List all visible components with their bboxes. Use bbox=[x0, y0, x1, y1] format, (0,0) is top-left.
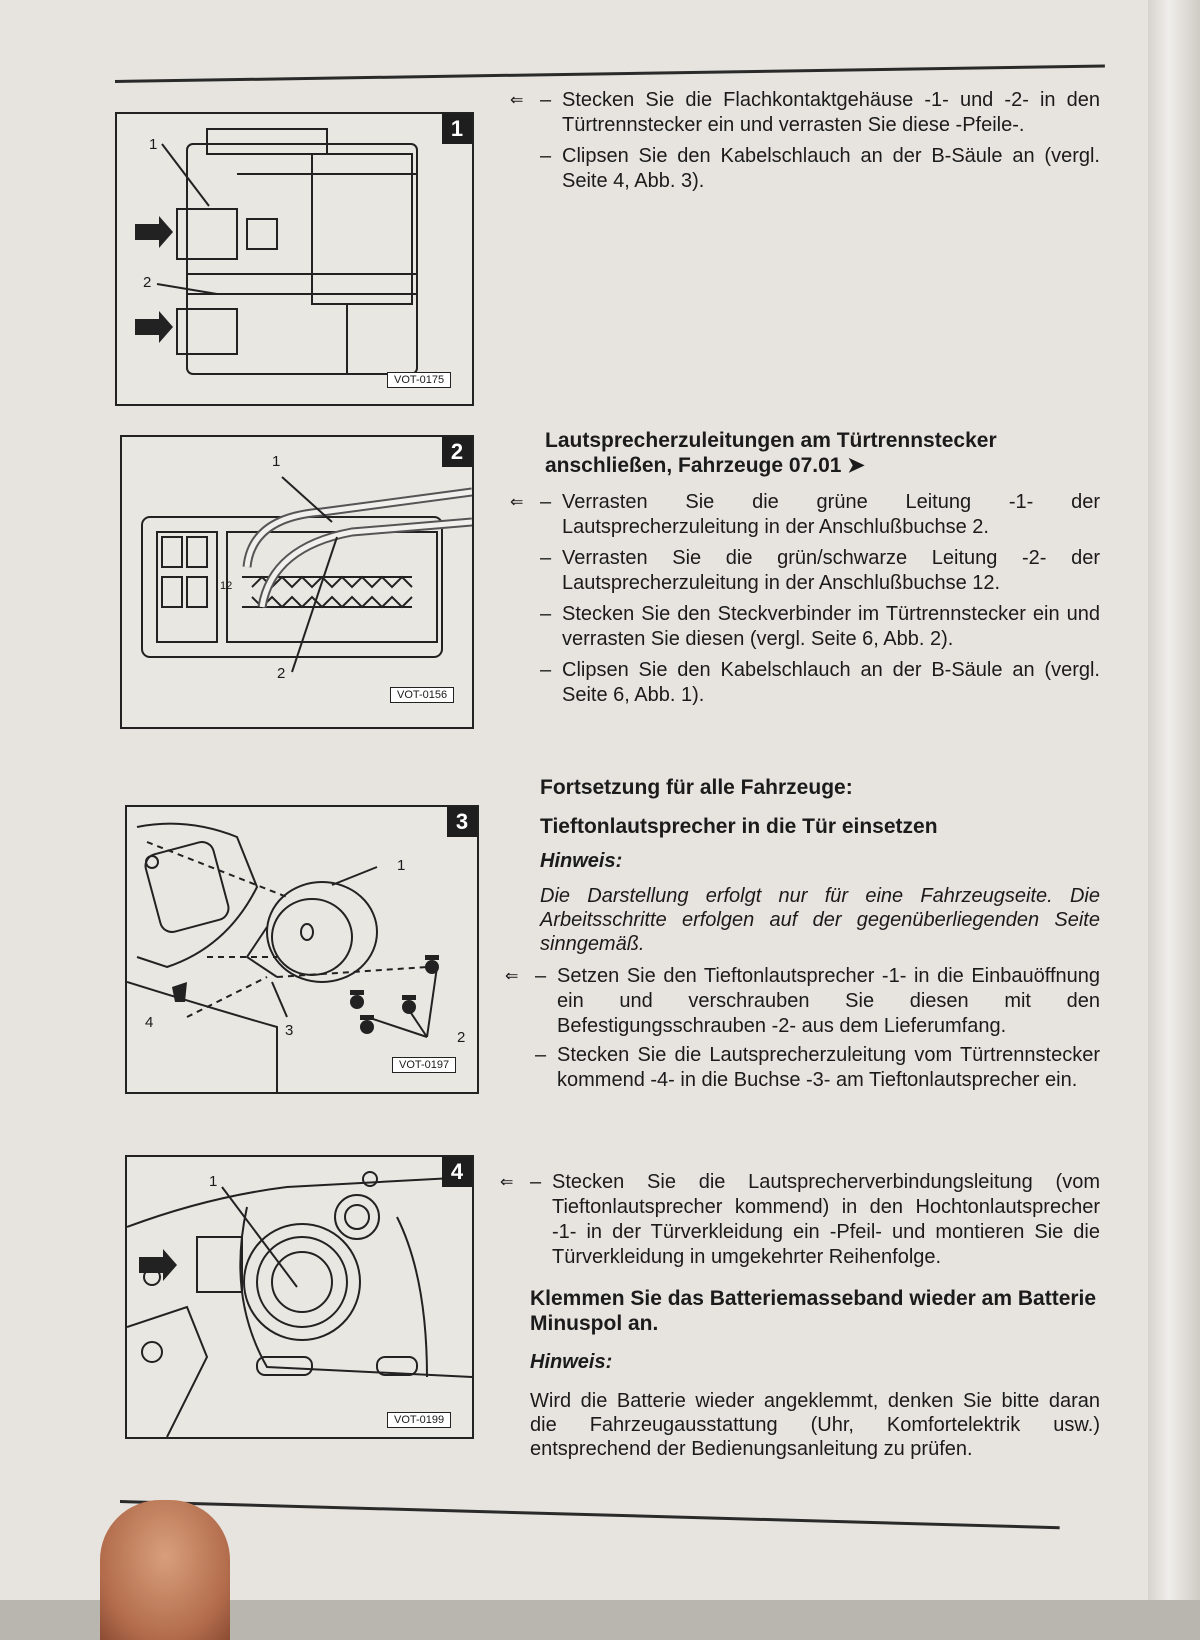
note-text: Die Darstellung erfolgt nur für eine Fahrzeugseite. Die Arbeitsschritte erfolgen auf der gegenüberliegenden Seite sinngemäß. bbox=[540, 885, 1100, 955]
speaker-wire-connector-illustration bbox=[122, 437, 472, 727]
instruction-item bbox=[510, 88, 1100, 138]
instruction-item bbox=[510, 144, 1100, 194]
instruction-text: Stecken Sie den Steckverbinder im Türtrennstecker ein und verrasten Sie diesen (vergl. Seite 6, Abb. 2). bbox=[562, 603, 1100, 650]
figure-code: VOT-0175 bbox=[387, 372, 451, 388]
woofer-mounting-illustration bbox=[127, 807, 477, 1092]
figure-number: 3 bbox=[447, 807, 477, 837]
figure-1 bbox=[115, 112, 474, 406]
dash: – bbox=[540, 603, 552, 625]
dash: – bbox=[540, 89, 552, 111]
figure-ref-arrow-icon: ⇐ bbox=[510, 494, 524, 511]
figure-ref-arrow-icon: ⇐ bbox=[505, 968, 519, 985]
note-label: Hinweis: bbox=[530, 1351, 613, 1373]
callout-1: 1 bbox=[397, 857, 406, 874]
figure-number: 2 bbox=[442, 437, 472, 467]
instruction-text: Stecken Sie die Lautsprecherverbindungsleitung (vom Tieftonlautsprecher kommend) in den Hochtonlautsprecher -1- in der Türverkleidung ein -Pfeil- und montieren Sie die Türverkleidung in umgekehrter Reihenfolge. bbox=[552, 1171, 1100, 1268]
instruction-item bbox=[510, 490, 1100, 540]
figure-code: VOT-0197 bbox=[392, 1057, 456, 1073]
callout-3: 3 bbox=[285, 1022, 294, 1039]
figure-ref-arrow-icon: ⇐ bbox=[510, 92, 524, 109]
instruction-item bbox=[510, 602, 1100, 652]
instruction-item bbox=[500, 1170, 1100, 1270]
dash: – bbox=[540, 491, 552, 513]
instruction-item bbox=[510, 546, 1100, 596]
instruction-text: Clipsen Sie den Kabelschlauch an der B-Säule an (vergl. Seite 4, Abb. 3). bbox=[562, 145, 1100, 192]
figure-code: VOT-0199 bbox=[387, 1412, 451, 1428]
figure-ref-arrow-icon: ⇐ bbox=[500, 1174, 514, 1191]
instruction-item bbox=[505, 964, 1100, 1039]
instruction-text: Clipsen Sie den Kabelschlauch an der B-Säule an (vergl. Seite 6, Abb. 1). bbox=[562, 659, 1100, 706]
instruction-text: Stecken Sie die Lautsprecherzuleitung vom Türtrennstecker kommend -4- in die Buchse -3- am Tieftonlautsprecher ein. bbox=[557, 1044, 1100, 1091]
section-1-text bbox=[510, 88, 1100, 194]
instruction-text: Setzen Sie den Tieftonlautsprecher -1- in die Einbauöffnung ein und verschrauben Sie diesen mit den Befestigungsschrauben -2- aus dem Lieferumfang. bbox=[557, 965, 1100, 1037]
callout-2: 2 bbox=[457, 1029, 466, 1046]
instruction-text: Verrasten Sie die grün/schwarze Leitung -2- der Lautsprecherzuleitung in der Anschlußbuchse 12. bbox=[562, 547, 1100, 594]
page-edge bbox=[1148, 0, 1200, 1600]
section-2-text bbox=[510, 428, 1100, 708]
instruction-item bbox=[505, 1043, 1100, 1093]
bold-instruction: Klemmen Sie das Batteriemasseband wieder am Batterie Minuspol an. bbox=[530, 1287, 1097, 1335]
dash: – bbox=[540, 145, 552, 167]
callout-2: 2 bbox=[277, 665, 286, 682]
note-text: Wird die Batterie wieder angeklemmt, denken Sie bitte daran die Fahrzeugausstattung (Uhr, Komfortelektrik usw.) entsprechend der Bedienungsanleitung zu prüfen. bbox=[530, 1390, 1100, 1460]
figure-3 bbox=[125, 805, 479, 1094]
figure-4 bbox=[125, 1155, 474, 1439]
section-3-text bbox=[505, 775, 1100, 1093]
callout-1: 1 bbox=[149, 136, 158, 153]
instruction-text: Stecken Sie die Flachkontaktgehäuse -1- und -2- in den Türtrennstecker ein und verrasten Sie diese -Pfeile-. bbox=[562, 89, 1100, 136]
callout-2: 2 bbox=[143, 274, 152, 291]
dash: – bbox=[540, 547, 552, 569]
note-label: Hinweis: bbox=[540, 850, 623, 872]
section-heading: Tieftonlautsprecher in die Tür einsetzen bbox=[540, 815, 938, 838]
dash: – bbox=[535, 1044, 547, 1066]
tweeter-door-trim-illustration bbox=[127, 1157, 472, 1437]
callout-12: 12 bbox=[220, 580, 233, 592]
callout-1: 1 bbox=[209, 1173, 218, 1190]
figure-number: 4 bbox=[442, 1157, 472, 1187]
connector-housing-illustration bbox=[117, 114, 472, 404]
thumb-holding-page bbox=[100, 1500, 230, 1640]
dash: – bbox=[530, 1171, 542, 1193]
instruction-text: Verrasten Sie die grüne Leitung -1- der Lautsprecherzuleitung in der Anschlußbuchse 2. bbox=[562, 491, 1100, 538]
callout-4: 4 bbox=[145, 1014, 154, 1031]
dash: – bbox=[535, 965, 547, 987]
continuation-heading: Fortsetzung für alle Fahrzeuge: bbox=[540, 776, 853, 799]
dash: – bbox=[540, 659, 552, 681]
callout-1: 1 bbox=[272, 453, 281, 470]
bottom-rule bbox=[120, 1500, 1060, 1529]
figure-2 bbox=[120, 435, 474, 729]
instruction-item bbox=[510, 658, 1100, 708]
figure-number: 1 bbox=[442, 114, 472, 144]
top-rule bbox=[115, 64, 1105, 83]
section-4-text bbox=[500, 1170, 1100, 1461]
figure-code: VOT-0156 bbox=[390, 687, 454, 703]
section-heading: Lautsprecherzuleitungen am Türtrennstecker anschließen, Fahrzeuge 07.01 ➤ bbox=[545, 429, 997, 477]
